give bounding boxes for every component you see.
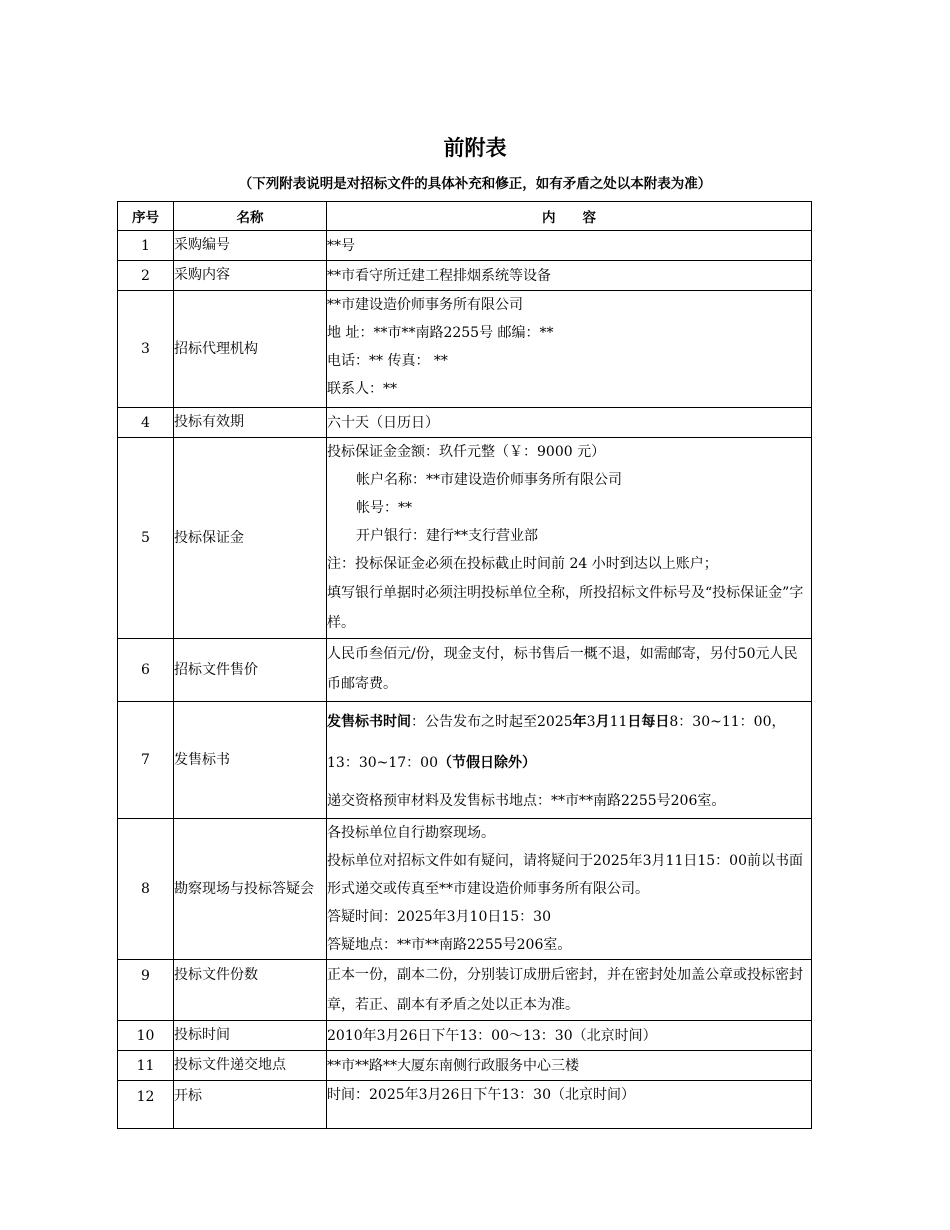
row-content [327,1021,812,1051]
content-paragraph: 正本一份，副本二份，分别装订成册后密封，并在密封处加盖公章或投标密封章，若正、副本有矛盾之处以正本为准。 [327,967,803,1013]
row-name: 投标文件递交地点 [174,1051,327,1081]
content-line: 递交资格预审材料及发售标书地点：**市**南路2255号206室。 [327,793,726,809]
row-number: 1 [118,231,174,261]
row-number: 6 [118,639,174,702]
table-row [118,702,812,819]
content-line: 各投标单位自行勘察现场。 [327,825,495,841]
row-name: 开标 [174,1081,327,1129]
content-line: 答疑时间：2025年3月10日15：30 [327,909,551,925]
row-number: 4 [118,408,174,438]
table-row [118,261,812,291]
row-name: 投标文件份数 [174,960,327,1021]
row-number: 2 [118,261,174,291]
row-number: 5 [118,438,174,639]
row-name: 投标有效期 [174,408,327,438]
row-content [327,1051,812,1081]
row-name: 招标文件售价 [174,639,327,702]
content-line: 地 址：**市**南路2255号 邮编：** [327,325,554,341]
row-number: 9 [118,960,174,1021]
content-line: 联系人：** [327,381,397,397]
content-line: 六十天（日历日） [327,414,439,431]
row-name: 投标时间 [174,1021,327,1051]
row-number: 11 [118,1051,174,1081]
row-name: 发售标书 [174,702,327,819]
table-row [118,291,812,408]
table-row [118,408,812,438]
content-line: 答疑地点：**市**南路2255号206室。 [327,937,572,953]
page-subtitle: （下列附表说明是对招标文件的具体补充和修正，如有矛盾之处以本附表为准） [238,176,712,192]
table-row [118,1051,812,1081]
content-line: 开户银行：建行**支行营业部 [356,528,538,544]
header-content: 内 容 [327,202,812,231]
content-line: **市建设造价师事务所有限公司 [327,297,523,313]
table-row [118,1081,812,1129]
holiday-note: （节假日除外） [438,755,536,771]
row-number: 7 [118,702,174,819]
row-content [327,702,812,819]
content-paragraph: 人民币叁佰元/份，现金支付，标书售后一概不退，如需邮寄，另付50元人民币邮寄费。 [327,646,798,692]
content-line: 2010年3月26日下午13：00～13：30（北京时间） [327,1027,657,1044]
row-name: 采购编号 [174,231,327,261]
content-paragraph: 填写银行单据时必须注明投标单位全称，所投招标文件标号及“投标保证金”字样。 [327,585,804,631]
table-row [118,639,812,702]
header-no: 序号 [118,202,174,231]
content-line: **市看守所迁建工程排烟系统等设备 [327,267,551,284]
content-line: 时间：2025年3月26日下午13：30（北京时间） [327,1087,635,1103]
content-line: 注：投标保证金必须在投标截止时间前 24 小时到达以上账户； [327,556,718,572]
table-row [118,231,812,261]
row-content [327,639,812,702]
table-header-row [118,202,812,231]
row-content [327,291,812,408]
attachment-table [117,201,812,1129]
row-number: 10 [118,1021,174,1051]
table-row [118,438,812,639]
page-title: 前附表 [443,136,507,160]
row-content [327,819,812,960]
header-name: 名称 [174,202,327,231]
row-content [327,960,812,1021]
row-content [327,1081,812,1129]
table-row [118,960,812,1021]
row-content [327,231,812,261]
sale-time-paragraph: 发售标书时间：公告发布之时起至2025年3月11日每日8：30~11：00，13：30~17：00（节假日除外） [327,714,786,771]
content-line: **号 [327,237,355,254]
row-number: 3 [118,291,174,408]
row-name: 勘察现场与投标答疑会 [174,819,327,960]
row-content [327,438,812,639]
row-name: 招标代理机构 [174,291,327,408]
content-line: 电话：** 传真： ** [327,353,448,369]
content-paragraph: 投标单位对招标文件如有疑问，请将疑问于2025年3月11日15：00前以书面形式递交或传真至**市建设造价师事务所有限公司。 [327,853,803,897]
row-name: 采购内容 [174,261,327,291]
content-line: 投标保证金金额：玖仟元整（￥：9000 元） [327,444,606,460]
row-content [327,408,812,438]
row-number: 12 [118,1081,174,1129]
row-content [327,261,812,291]
content-line: 帐户名称：**市建设造价师事务所有限公司 [356,472,622,488]
row-number: 8 [118,819,174,960]
table-row [118,819,812,960]
content-line: **市**路**大厦东南侧行政服务中心三楼 [327,1057,579,1074]
sale-time-label: 发售标书时间 [327,714,411,730]
table-row [118,1021,812,1051]
row-name: 投标保证金 [174,438,327,639]
content-line: 帐号：** [356,500,412,516]
